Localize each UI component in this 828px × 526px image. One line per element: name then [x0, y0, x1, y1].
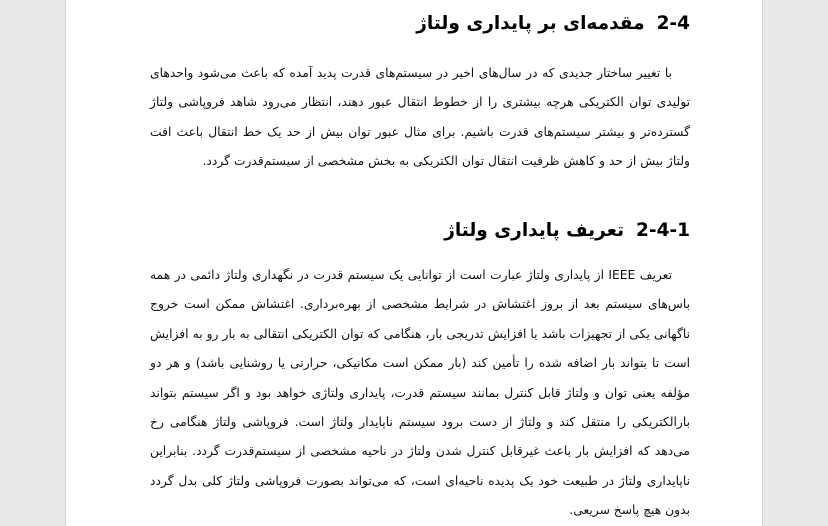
- section-heading-2-4: [416, 12, 690, 36]
- section-paragraph-definition[interactable]: تعریف IEEE از پایداری ولتاژ عبارت است از توانایی یک سیستم قدرت در نگهداری ولتاژ دائمی در همه باس‌های سیستم بعد از بروز اغتشاش در شرایط مشخصی از بهره‌برداری. اغتشاش ممکن است خروج ناگهانی یکی از تجهیزات باشد یا افزایش تدریجی بار، هنگامی که توان الکتریکی انتقالی به بار رو به افزایش است تا بتواند بار اضافه شده را تأمین کند (بار ممکن است مکانیکی، حرارتی یا روشنایی باشد) و هر دو مؤلفه یعنی توان و ولتاژ قابل کنترل بمانند سیستم قدرت، پایداری ولتاژی خواهد بود و اگر سیستم بتواند بارالکتریکی را منتقل کند و ولتاژ از دست برود سیستم ناپایدار ولتاژ است. فروپاشی ولتاژ هنگامی رخ می‌دهد که افزایش بار باعث غیرقابل کنترل شدن ولتاژ در ناحیه مشخصی از سیستم‌قدرت گردد. بنابراین ناپایداری ولتاژ در طبیعت خود یک پدیده ناحیه‌ای است، که می‌تواند بصورت فروپاشی ولتاژ کلی بدل گردد بدون هیچ پاسخ سریعی.: [150, 268, 690, 518]
- page-content: [150, 0, 690, 526]
- section-title: مقدمه‌ای بر پایداری ولتاژ: [416, 13, 645, 34]
- section-heading-2-4-1: [444, 219, 690, 243]
- document-page: [65, 0, 763, 526]
- section-paragraph-intro[interactable]: با تغییر ساختار جدیدی که در سال‌های اخیر در سیستم‌های قدرت پدید آمده که باعث می‌شود واحدهای تولیدی توان الکتریکی هرچه بیشتری را از خطوط انتقال عبور دهند، انتظار می‌رود شاهد فروپاشی ولتاژ گسترده‌تر و بیشتر سیستم‌های قدرت باشیم. برای مثال عبور توان بیش از حد یک خط انتقال باعث افت ولتاژ بیش از حد و کاهش ظرفیت انتقال توان الکتریکی به بخش مشخصی از سیستم‌قدرت گردد.: [150, 66, 690, 169]
- section-number: 2-4-1: [636, 220, 690, 241]
- section-number: 2-4: [656, 13, 690, 34]
- section-title: تعریف پایداری ولتاژ: [444, 220, 625, 241]
